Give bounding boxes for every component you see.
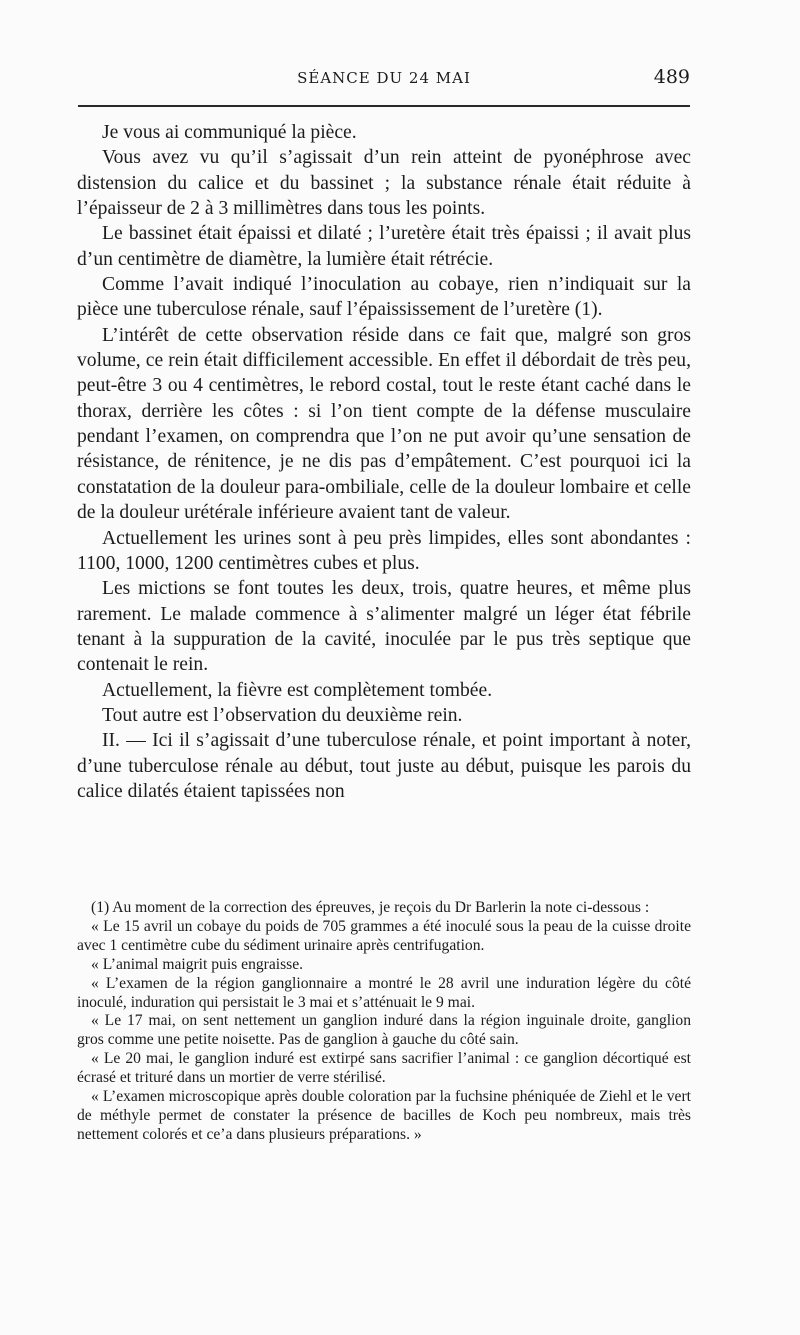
- page-number: 489: [653, 66, 690, 88]
- paragraph: Le bassinet était épaissi et dilaté ; l’uretère était très épaissi ; il avait plus d’un centimètre de diamètre, la lumière était rétrécie.: [77, 223, 691, 270]
- footnote: (1) Au moment de la correction des épreuves, je reçois du Dr Barlerin la note ci-dessous :: [91, 899, 650, 916]
- paragraph: Les mictions se font toutes les deux, trois, quatre heures, et même plus rarement. Le malade commence à s’alimenter malgré un léger état fébrile tenant à la suppuration de la cavité, inoculée par le pus très septique que contenait le rein.: [77, 578, 691, 676]
- paragraph: Je vous ai communiqué la pièce.: [102, 122, 357, 143]
- footnote: « Le 20 mai, le ganglion induré est extirpé sans sacrifier l’animal : ce ganglion décortiqué est écrasé et trituré dans un mortier de verre stérilisé.: [77, 1050, 691, 1087]
- paragraph: Comme l’avait indiqué l’inoculation au cobaye, rien n’indiquait sur la pièce une tuberculose rénale, sauf l’épaississement de l’uretère (1).: [77, 274, 691, 321]
- footnote: « Le 15 avril un cobaye du poids de 705 grammes a été inoculé sous la peau de la cuisse droite avec 1 centimètre cube du sédiment urinaire après centrifugation.: [77, 917, 691, 954]
- paragraph: II. — Ici il s’agissait d’une tuberculose rénale, et point important à noter, d’une tuberculose rénale au début, tout juste au début, puisque les parois du calice dilatés étaient tapissées non: [77, 730, 691, 802]
- footnotes: [77, 899, 691, 1145]
- running-header: [78, 66, 690, 96]
- running-title: SÉANCE DU 24 MAI: [297, 69, 471, 87]
- header-rule: [78, 105, 690, 107]
- paragraph: Tout autre est l’observation du deuxième rein.: [102, 704, 463, 726]
- footnote: « Le 17 mai, on sent nettement un ganglion induré dans la région inguinale droite, ganglion gros comme une petite noisette. Pas de ganglion à gauche du côté sain.: [77, 1012, 691, 1049]
- main-text: [77, 120, 691, 804]
- paragraph: Vous avez vu qu’il s’agissait d’un rein atteint de pyonéphrose avec distension du calice et du bassinet ; la substance rénale était réduite à l’épaisseur de 2 à 3 millimètres dans tous les points.: [77, 147, 691, 220]
- footnote: « L’examen microscopique après double coloration par la fuchsine phéniquée de Ziehl et le vert de méthyle permet de constater la présence de bacilles de Koch peu nombreux, mais très nettement colorés et ce’a dans plusieurs préparations. »: [77, 1088, 691, 1143]
- paragraph: L’intérêt de cette observation réside dans ce fait que, malgré son gros volume, ce rein était difficilement accessible. En effet il débordait de très peu, peut-être 3 ou 4 centimètres, le rebord costal, tout le reste étant caché dans le thorax, derrière les côtes : si l’on tient compte de la défense musculaire pendant l’examen, on comprendra que l’on ne put avoir qu’une sensation de résistance, de rénitence, je ne dis pas d’empâtement. C’est pourquoi ici la constatation de la douleur para-ombiliale, celle de la douleur lombaire et celle de la douleur urétérale inférieure avaient tant de valeur.: [77, 324, 691, 524]
- footnote: « L’animal maigrit puis engraisse.: [91, 955, 304, 973]
- footnote: « L’examen de la région ganglionnaire a montré le 28 avril une induration légère du côté inoculé, induration qui persistait le 3 mai et s’atténuait le 9 mai.: [77, 974, 691, 1011]
- paragraph: Actuellement, la fièvre est complètement tombée.: [102, 679, 493, 701]
- paragraph: Actuellement les urines sont à peu près limpides, elles sont abondantes : 1100, 1000, 1200 centimètres cubes et plus.: [77, 527, 691, 574]
